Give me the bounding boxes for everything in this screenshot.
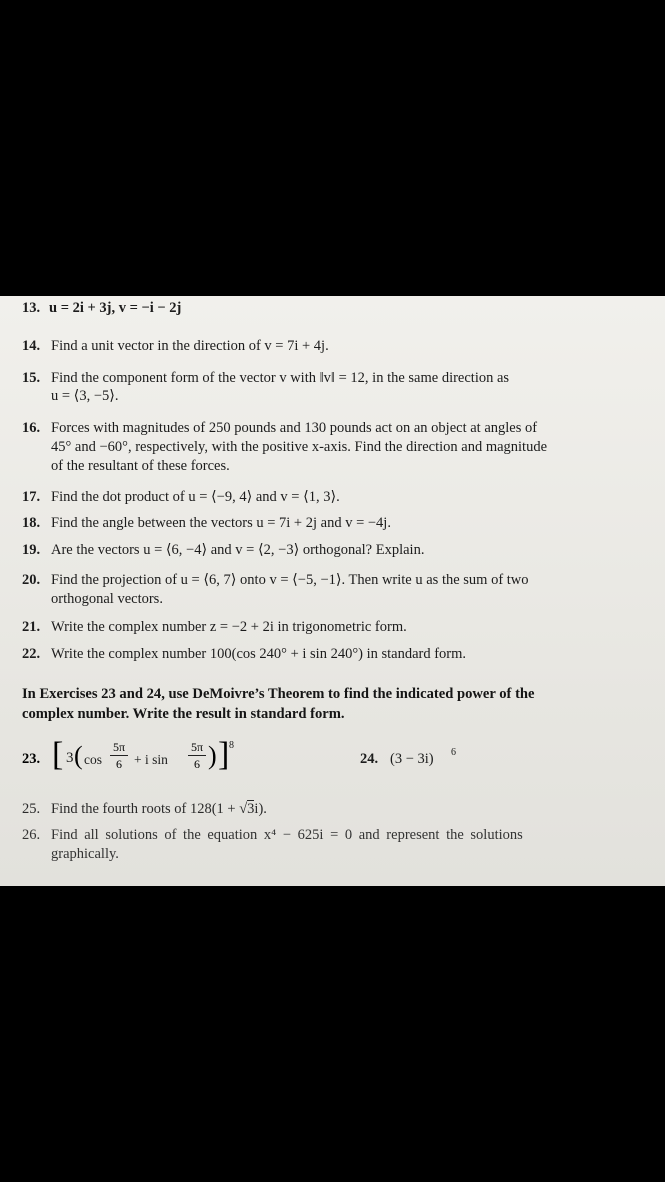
problem-text-line-2: orthogonal vectors. xyxy=(51,591,163,607)
text-after-root: i). xyxy=(254,801,267,817)
problem-number: 24. xyxy=(360,751,379,767)
right-paren: ) xyxy=(208,741,217,770)
coefficient: 3 xyxy=(66,750,74,766)
exponent: 8 xyxy=(229,740,234,751)
problem-text-line-2: u = ⟨3, −5⟩. xyxy=(51,388,119,404)
problem-number: 23. xyxy=(22,751,41,767)
problem-number: 20. xyxy=(22,572,41,588)
problem-text: Write the complex number 100(cos 240° + i sin 240°) in standard form. xyxy=(51,646,467,662)
textbook-page xyxy=(0,296,665,886)
i-sin-label: + i sin xyxy=(134,752,168,767)
problem-number: 13. xyxy=(22,300,41,316)
problem-text-line-3: of the resultant of these forces. xyxy=(51,458,230,474)
fraction-numerator: 5π xyxy=(190,740,204,754)
problem-text-line-2: 45° and −60°, respectively, with the positive x-axis. Find the direction and magnitude xyxy=(51,439,548,455)
problem-number: 19. xyxy=(22,542,41,558)
problem-number: 21. xyxy=(22,619,41,635)
exponent: 6 xyxy=(451,747,456,758)
problem-text-line-2: graphically. xyxy=(51,846,119,862)
problem-text: Find a unit vector in the direction of v = 7i + 4j. xyxy=(51,338,329,354)
text-before-root: Find the fourth roots of 128(1 + xyxy=(51,801,240,817)
problem-text: u = 2i + 3j, v = −i − 2j xyxy=(49,300,182,316)
problem-text xyxy=(51,801,267,818)
problem-number: 22. xyxy=(22,646,41,662)
problem-number: 16. xyxy=(22,420,41,436)
problem-number: 15. xyxy=(22,370,41,386)
fraction-denominator: 6 xyxy=(194,757,200,771)
problem-text: Write the complex number z = −2 + 2i in trigonometric form. xyxy=(51,619,407,635)
problem-number: 25. xyxy=(22,801,41,817)
problem-number: 18. xyxy=(22,515,41,531)
problem-text: Find the dot product of u = ⟨−9, 4⟩ and v = ⟨1, 3⟩. xyxy=(51,489,340,505)
problem-number: 14. xyxy=(22,338,41,354)
problem-text: Find the angle between the vectors u = 7i + 2j and v = −4j. xyxy=(51,515,391,531)
problem-text-line-1: Find the component form of the vector v with ‖v‖ = 12, in the same direction as xyxy=(51,370,510,386)
right-bracket: ] xyxy=(218,736,230,773)
cos-label: cos xyxy=(84,752,102,767)
problem-text: Are the vectors u = ⟨6, −4⟩ and v = ⟨2, −3⟩ orthogonal? Explain. xyxy=(51,542,425,558)
problem-text-line-1: Forces with magnitudes of 250 pounds and 130 pounds act on an object at angles of xyxy=(51,420,538,436)
expression-base: (3 − 3i) xyxy=(390,751,434,767)
section-instructions-line-1: In Exercises 23 and 24, use DeMoivre’s Theorem to find the indicated power of the xyxy=(22,686,535,702)
fraction-denominator: 6 xyxy=(116,757,122,771)
problem-text-line-1: Find the projection of u = ⟨6, 7⟩ onto v = ⟨−5, −1⟩. Then write u as the sum of two xyxy=(51,572,529,588)
left-paren: ( xyxy=(74,741,83,770)
problem-text-line-1: Find all solutions of the equation x⁴ − 625i = 0 and represent the solutions xyxy=(51,827,523,843)
section-instructions-line-2: complex number. Write the result in standard form. xyxy=(22,706,345,722)
sqrt-symbol: √ xyxy=(239,801,248,817)
left-bracket: [ xyxy=(52,736,64,773)
fraction-numerator: 5π xyxy=(112,740,126,754)
problem-number: 26. xyxy=(22,827,41,843)
problem-24 xyxy=(0,736,665,796)
problem-number: 17. xyxy=(22,489,41,505)
sqrt-argument: 3 xyxy=(247,801,255,817)
